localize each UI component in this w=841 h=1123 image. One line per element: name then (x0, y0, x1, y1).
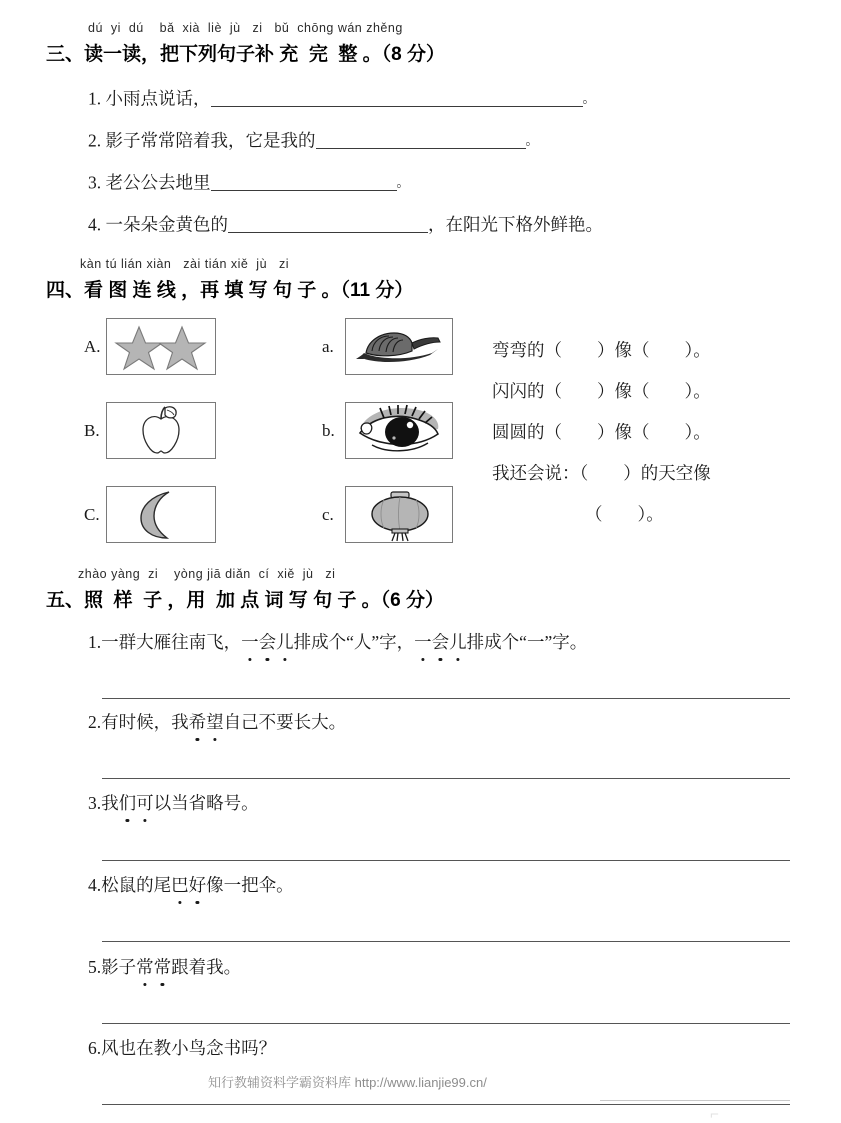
question-text: 老公公去地里 (105, 172, 211, 193)
example-sentence-3 (88, 793, 259, 815)
dotted-phrase: 常常 (136, 957, 172, 977)
eye-icon[interactable] (345, 402, 453, 459)
question-number: 5. (88, 957, 102, 977)
section-4-pinyin: kàn tú lián xiàn zài tián xiě jù zi (80, 257, 289, 271)
sentence-frame-2[interactable]: 闪闪的（ ）像（ ）。 (492, 381, 711, 401)
question-3-1 (88, 88, 596, 110)
example-sentence-2 (88, 712, 346, 734)
question-3-4 (88, 214, 603, 236)
dotted-phrase: 巴好 (171, 875, 207, 895)
match-label-C: C. (84, 505, 100, 524)
answer-blank[interactable] (316, 130, 526, 149)
match-label-a: a. (322, 337, 334, 356)
answer-rule-6[interactable] (102, 1104, 790, 1105)
sentence-part: 自己不要长大。 (223, 712, 347, 732)
example-sentence-4 (88, 875, 294, 897)
dotted-phrase: 一会儿 (241, 632, 294, 652)
match-label-B: B. (84, 421, 100, 440)
section-3-pinyin: dú yi dú bǎ xià liè jù zi bǔ chōng wán zhěng (88, 21, 403, 35)
dotted-phrase: 们可 (118, 793, 154, 813)
answer-blank[interactable] (211, 172, 397, 191)
answer-rule-4[interactable] (102, 941, 790, 942)
question-3-2 (88, 130, 539, 152)
answer-rule-2[interactable] (102, 778, 790, 779)
corner-artifact: ⌐ (710, 1106, 719, 1123)
sentence-part: 有时候，我 (101, 712, 189, 732)
boat-icon[interactable] (345, 318, 453, 375)
sentence-part: 松鼠的尾 (101, 875, 172, 895)
question-number: 4. (88, 214, 102, 235)
answer-rule-5[interactable] (102, 1023, 790, 1024)
sentence-part: 我 (101, 793, 119, 813)
sentence-part: 排成个“一”字。 (466, 632, 588, 652)
sentence-part: 一群大雁往南飞， (101, 632, 242, 652)
section-4-heading: 四、看 图 连 线 ，再 填 写 句 子 。（11 分） (46, 280, 414, 301)
watermark-text: 知行教辅资料学霸资料库 http://www.lianjie99.cn/ (208, 1075, 487, 1090)
crescent-moon-icon[interactable] (106, 486, 216, 543)
sentence-period: 。 (396, 174, 410, 190)
section-5-pinyin: zhào yàng zi yòng jiā diǎn cí xiě jù zi (78, 567, 336, 581)
sentence-part: 排成个“人”字， (293, 632, 415, 652)
dotted-phrase: 一会儿 (414, 632, 467, 652)
lantern-icon[interactable] (345, 486, 453, 543)
section-5-heading: 五、照 样 子 ，用 加 点 词 写 句 子 。（6 分） (46, 590, 444, 611)
question-number: 1. (88, 632, 102, 652)
question-number: 2. (88, 712, 102, 732)
sentence-frame-4[interactable]: 我还会说：（ ）的天空像 (492, 463, 711, 483)
sentence-part: 跟着我。 (171, 957, 242, 977)
question-text: 影子常常陪着我，它是我的 (105, 130, 316, 151)
example-sentence-6 (88, 1038, 276, 1060)
match-label-c: c. (322, 505, 334, 524)
question-text: 小雨点说话， (105, 88, 211, 109)
answer-rule-1[interactable] (102, 698, 790, 699)
page-edge-rule (600, 1100, 790, 1101)
sentence-part: 风也在教小鸟念书吗？ (101, 1038, 277, 1058)
answer-rule-3[interactable] (102, 860, 790, 861)
question-number: 3. (88, 793, 102, 813)
question-number: 2. (88, 130, 102, 151)
match-label-b: b. (322, 421, 335, 440)
question-number: 3. (88, 172, 102, 193)
sentence-period: 。 (582, 90, 596, 106)
example-sentence-5 (88, 957, 241, 979)
question-number: 4. (88, 875, 102, 895)
question-text-tail: ，在阳光下格外鲜艳。 (428, 214, 603, 235)
dotted-phrase: 希望 (188, 712, 224, 732)
apple-icon[interactable] (106, 402, 216, 459)
question-text: 一朵朵金黄色的 (105, 214, 228, 235)
sentence-part: 像一把伞。 (206, 875, 294, 895)
answer-blank[interactable] (211, 88, 583, 107)
sentence-part: 影子 (101, 957, 137, 977)
two-stars-icon[interactable] (106, 318, 216, 375)
sentence-frame-1[interactable]: 弯弯的（ ）像（ ）。 (492, 340, 711, 360)
sentence-part: 以当省略号。 (153, 793, 259, 813)
question-3-3 (88, 172, 410, 194)
answer-blank[interactable] (228, 214, 428, 233)
question-number: 1. (88, 88, 102, 109)
sentence-frame-3[interactable]: 圆圆的（ ）像（ ）。 (492, 422, 711, 442)
match-label-A: A. (84, 337, 101, 356)
section-3-heading: 三、读一读，把下列句子补 充 完 整 。（8 分） (46, 44, 446, 65)
sentence-period: 。 (525, 132, 539, 148)
question-number: 6. (88, 1038, 102, 1058)
example-sentence-1 (88, 632, 587, 654)
sentence-frame-5[interactable]: （ ）。 (585, 504, 664, 524)
